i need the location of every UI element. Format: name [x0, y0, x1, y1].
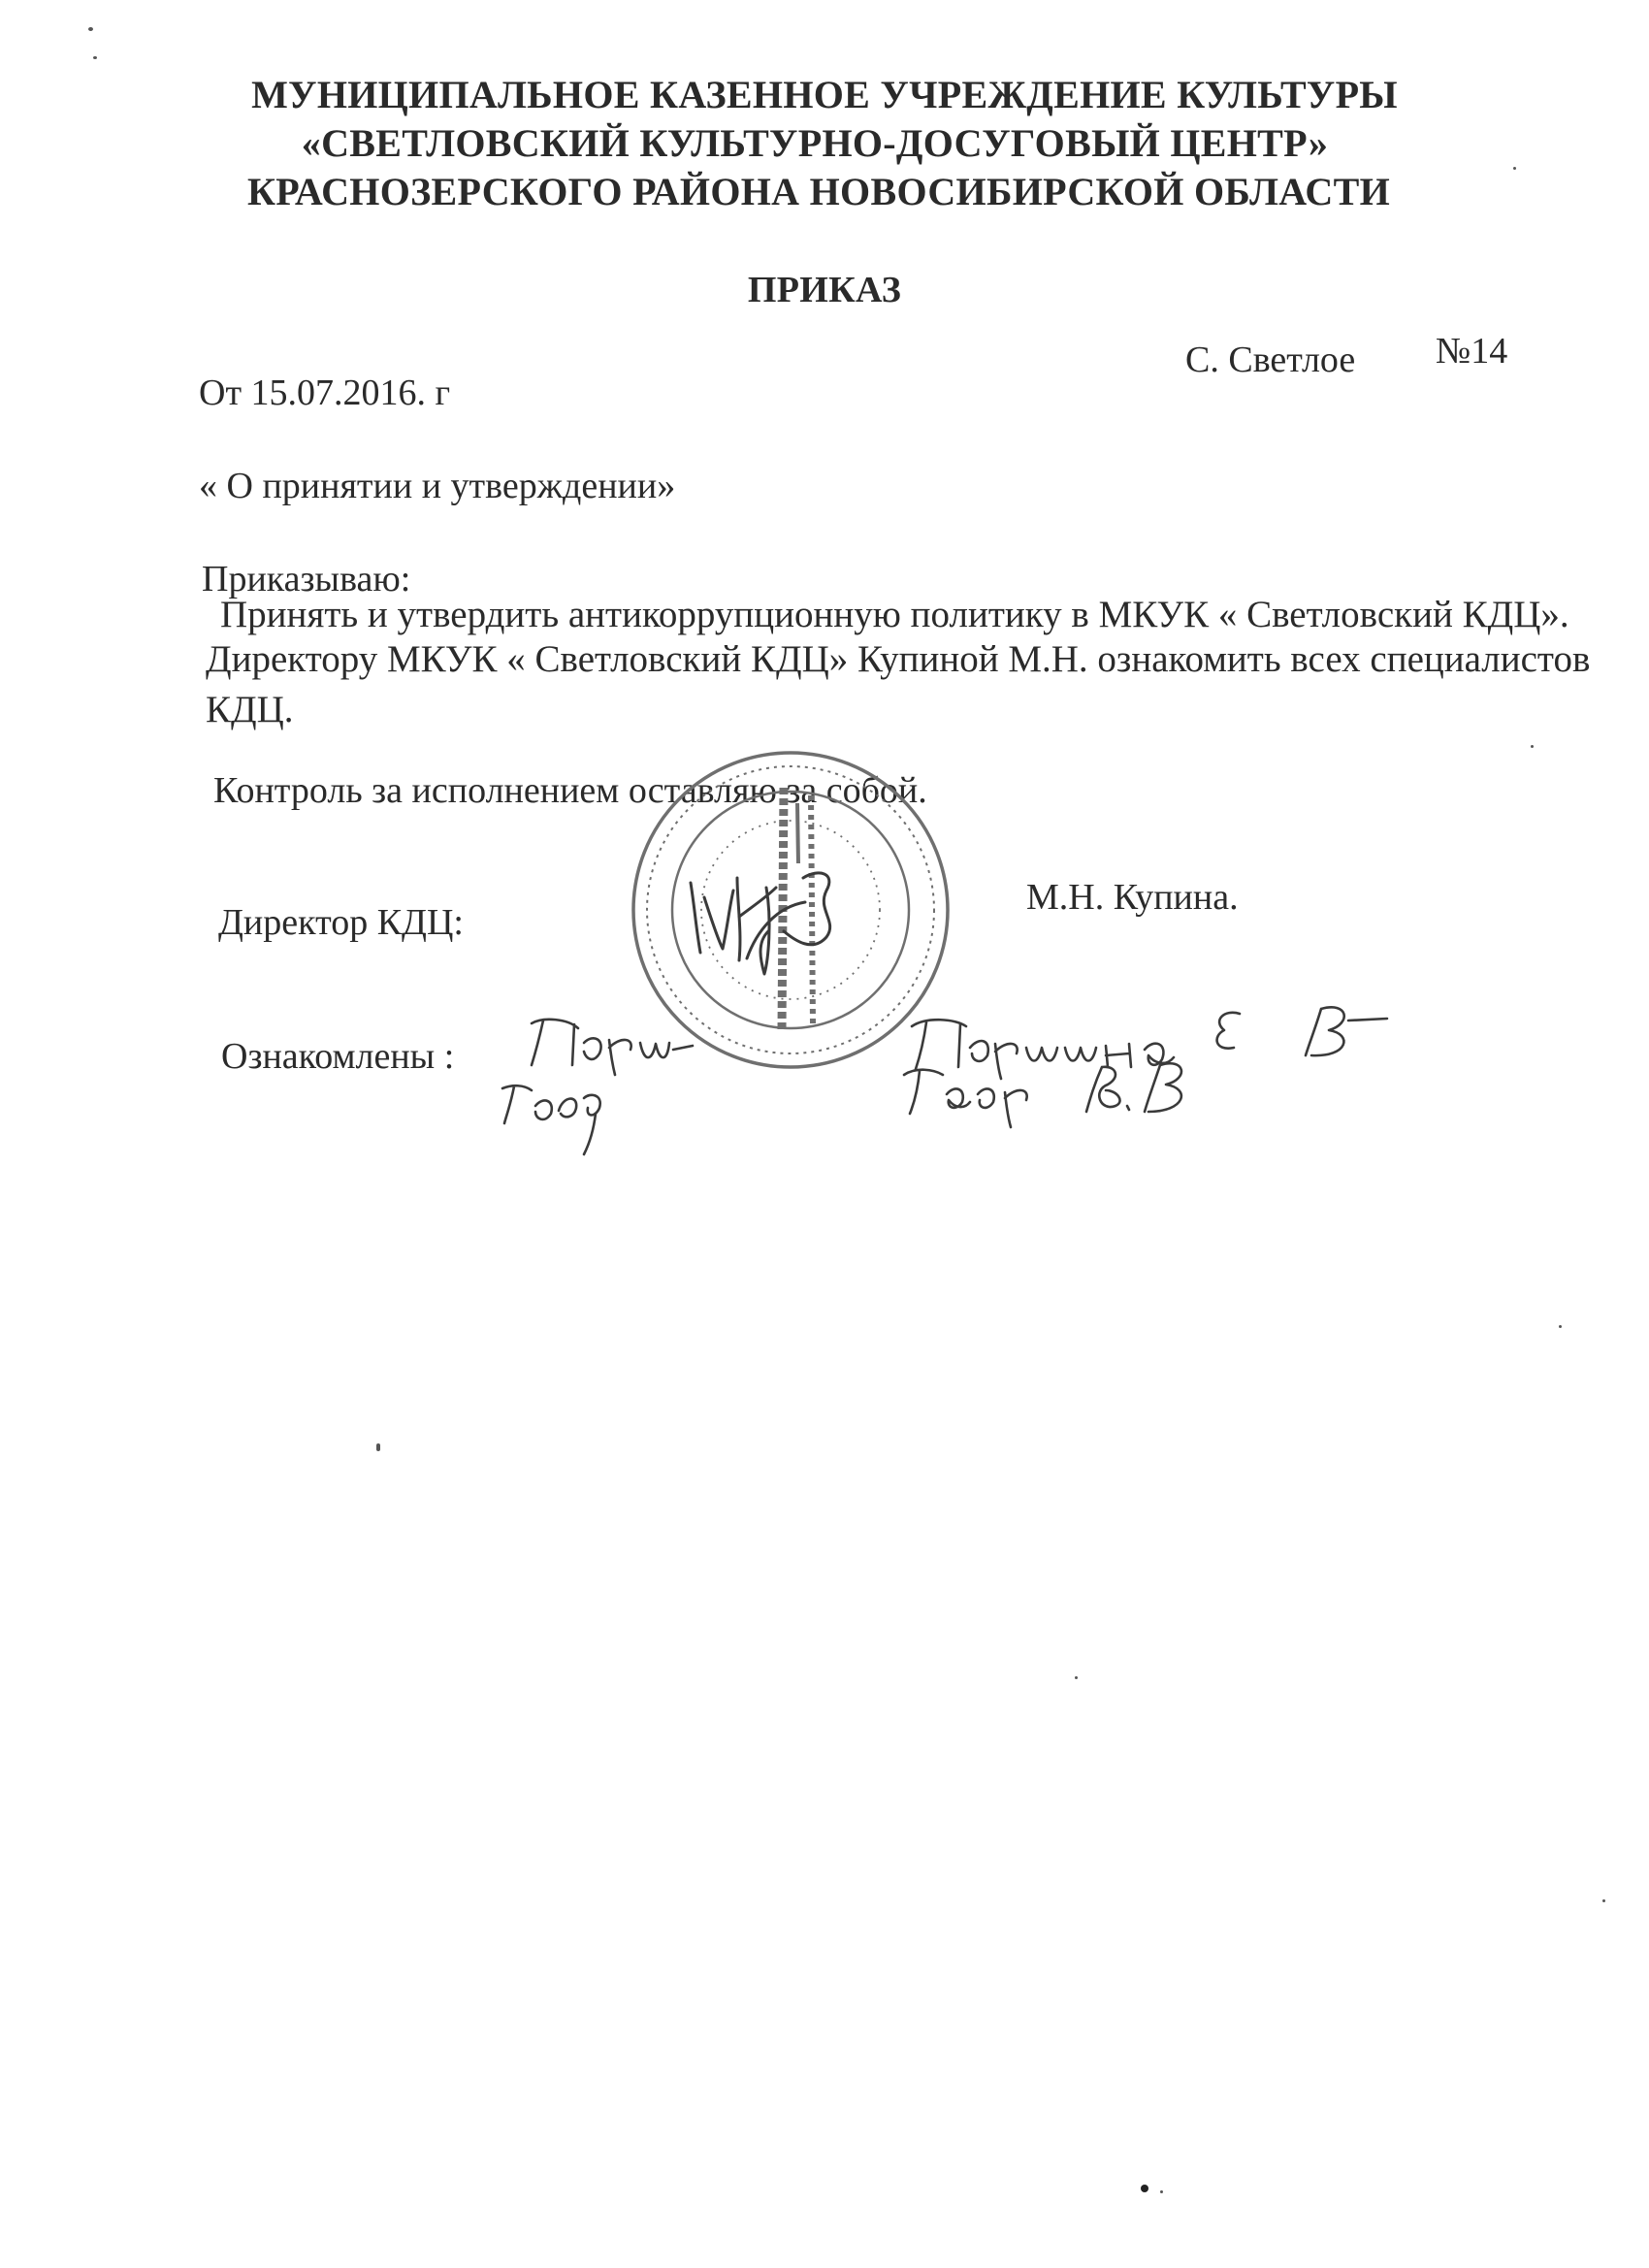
order-item-2: Директору МКУК « Светловский КДЦ» Купиной М.Н. ознакомить всех специалистов [206, 638, 1591, 680]
header-line-1: МУНИЦИПАЛЬНОЕ КАЗЕННОЕ УЧРЕЖДЕНИЕ КУЛЬТУРЫ [251, 73, 1398, 116]
control-statement: Контроль за исполнением оставляю за собой. [213, 770, 927, 811]
header-line-3: КРАСНОЗЕРСКОГО РАЙОНА НОВОСИБИРСКОЙ ОБЛАСТИ [247, 170, 1390, 213]
header-line-2: «СВЕТЛОВСКИЙ КУЛЬТУРНО-ДОСУГОВЫЙ ЦЕНТР» [301, 121, 1329, 165]
scan-speck [1531, 745, 1534, 748]
scan-speck [93, 56, 97, 59]
acknowledged-label: Ознакомлены : [221, 1036, 455, 1077]
order-number: №14 [1436, 331, 1508, 372]
scan-speck [1141, 2185, 1148, 2192]
order-date: От 15.07.2016. г [199, 373, 451, 413]
order-item-2-cont: КДЦ. [206, 689, 294, 730]
signature-name: М.Н. Купина. [1026, 877, 1239, 918]
scan-speck [1513, 167, 1516, 170]
order-subject: « О принятии и утверждении» [199, 466, 676, 506]
order-intro: Приказываю: [202, 559, 411, 599]
director-signature [691, 873, 830, 974]
scan-speck [376, 1443, 380, 1451]
scan-speck [88, 27, 93, 31]
scan-speck [1075, 1676, 1078, 1679]
document-title: ПРИКАЗ [747, 270, 902, 310]
acknowledgement-handwriting [502, 1007, 1387, 1154]
scan-speck [1602, 1899, 1605, 1902]
scan-speck [1559, 1325, 1562, 1328]
place-of-issue: С. Светлое [1185, 340, 1356, 380]
scan-speck [1160, 2190, 1163, 2193]
signature-role: Директор КДЦ: [218, 902, 464, 943]
order-item-1: Принять и утвердить антикоррупционную политику в МКУК « Светловский КДЦ». [220, 594, 1569, 635]
